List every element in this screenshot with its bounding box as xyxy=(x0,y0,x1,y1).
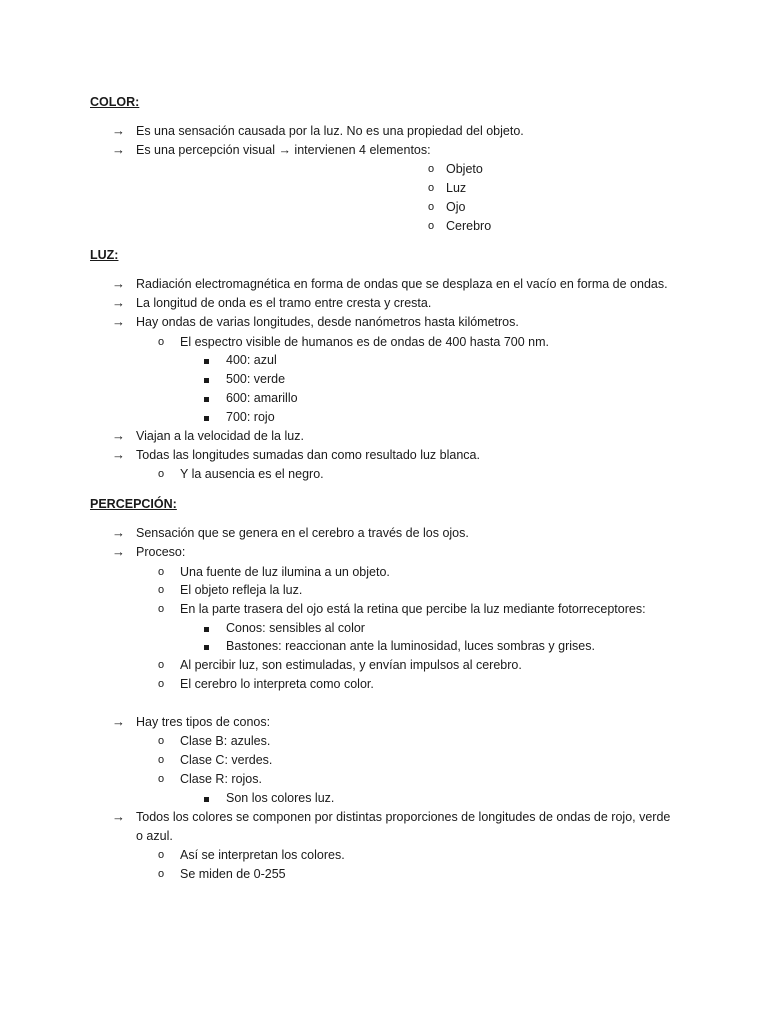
sub-item: Objeto xyxy=(446,162,483,176)
sub-item: Luz xyxy=(446,181,467,195)
circle-bullet: o xyxy=(158,735,165,747)
list-item: Todos los colores se componen por distintas proporciones de longitudes de ondas de rojo, verde xyxy=(136,810,671,824)
circle-bullet: o xyxy=(158,659,165,671)
list-item: Es una sensación causada por la luz. No es una propiedad del objeto. xyxy=(136,124,524,138)
sub-item: El cerebro lo interpreta como color. xyxy=(180,677,374,691)
circle-bullet: o xyxy=(158,678,165,690)
circle-bullet: o xyxy=(158,773,165,785)
heading-luz: LUZ: xyxy=(90,248,119,262)
arrow-bullet: → xyxy=(112,428,125,443)
sub-item: Al percibir luz, son estimuladas, y envían impulsos al cerebro. xyxy=(180,658,522,672)
circle-bullet: o xyxy=(158,849,165,861)
square-bullet xyxy=(204,638,209,654)
arrow-bullet: → xyxy=(112,809,125,824)
circle-bullet: o xyxy=(428,201,435,213)
circle-bullet: o xyxy=(158,868,165,880)
circle-bullet: o xyxy=(158,336,165,348)
heading-percepcion: PERCEPCIÓN: xyxy=(90,497,177,511)
circle-bullet: o xyxy=(428,182,435,194)
arrow-bullet: → xyxy=(112,714,125,729)
arrow-bullet: → xyxy=(112,447,125,462)
square-bullet xyxy=(204,390,209,406)
sub-item: En la parte trasera del ojo está la retina que percibe la luz mediante fotorreceptores: xyxy=(180,602,646,616)
list-item: Es una percepción visual → intervienen 4 elementos: xyxy=(136,143,431,157)
sub-sub-item: Son los colores luz. xyxy=(226,791,335,805)
circle-bullet: o xyxy=(158,468,165,480)
arrow-bullet: → xyxy=(112,295,125,310)
arrow-bullet: → xyxy=(112,142,125,157)
sub-item: Clase B: azules. xyxy=(180,734,271,748)
sub-sub-item: 700: rojo xyxy=(226,410,275,424)
square-bullet xyxy=(204,371,209,387)
list-item: Radiación electromagnética en forma de ondas que se desplaza en el vacío en forma de ondas. xyxy=(136,277,668,291)
sub-sub-item: Conos: sensibles al color xyxy=(226,621,365,635)
arrow-bullet: → xyxy=(112,525,125,540)
circle-bullet: o xyxy=(428,163,435,175)
sub-item: El objeto refleja la luz. xyxy=(180,583,303,597)
sub-item: Clase R: rojos. xyxy=(180,772,262,786)
square-bullet xyxy=(204,409,209,425)
list-item: Proceso: xyxy=(136,545,186,559)
square-bullet xyxy=(204,790,209,806)
sub-item: Cerebro xyxy=(446,219,492,233)
list-item-continuation: o azul. xyxy=(136,829,173,843)
list-item: Todas las longitudes sumadas dan como resultado luz blanca. xyxy=(136,448,480,462)
square-bullet xyxy=(204,352,209,368)
sub-sub-item: 400: azul xyxy=(226,353,277,367)
list-item: Hay ondas de varias longitudes, desde nanómetros hasta kilómetros. xyxy=(136,315,519,329)
sub-sub-item: 500: verde xyxy=(226,372,286,386)
sub-item: Una fuente de luz ilumina a un objeto. xyxy=(180,565,390,579)
heading-color: COLOR: xyxy=(90,95,140,109)
circle-bullet: o xyxy=(158,754,165,766)
list-item: Sensación que se genera en el cerebro a través de los ojos. xyxy=(136,526,469,540)
sub-item: El espectro visible de humanos es de ondas de 400 hasta 700 nm. xyxy=(180,335,549,349)
circle-bullet: o xyxy=(158,603,165,615)
arrow-bullet: → xyxy=(112,123,125,138)
circle-bullet: o xyxy=(158,566,165,578)
square-bullet xyxy=(204,620,209,636)
arrow-bullet: → xyxy=(112,544,125,559)
sub-item: Se miden de 0-255 xyxy=(180,867,286,881)
circle-bullet: o xyxy=(158,584,165,596)
circle-bullet: o xyxy=(428,220,435,232)
list-item: Viajan a la velocidad de la luz. xyxy=(136,429,304,443)
sub-sub-item: 600: amarillo xyxy=(226,391,298,405)
sub-sub-item: Bastones: reaccionan ante la luminosidad, luces sombras y grises. xyxy=(226,639,595,653)
sub-item: Y la ausencia es el negro. xyxy=(180,467,324,481)
sub-item: Ojo xyxy=(446,200,466,214)
list-item: La longitud de onda es el tramo entre cresta y cresta. xyxy=(136,296,432,310)
arrow-bullet: → xyxy=(112,314,125,329)
arrow-bullet: → xyxy=(112,276,125,291)
sub-item: Clase C: verdes. xyxy=(180,753,273,767)
sub-item: Así se interpretan los colores. xyxy=(180,848,345,862)
list-item: Hay tres tipos de conos: xyxy=(136,715,271,729)
